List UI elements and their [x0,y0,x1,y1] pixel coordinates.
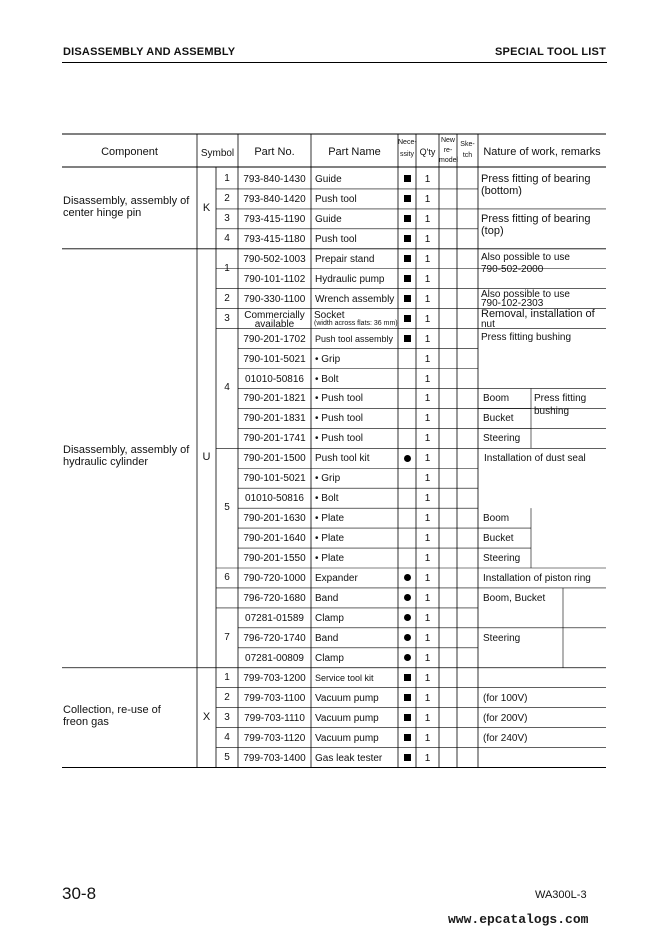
part-name: Expander [315,573,358,584]
column-header-symbol: Symbol [200,148,235,159]
quantity: 1 [424,592,431,604]
symbol-code: X [202,710,211,723]
part-name: Clamp [315,652,344,664]
column-header-part-name: Part Name [328,146,381,158]
column-header-new-remodel: New [440,137,455,144]
remark-text: Removal, installation of [481,307,595,320]
quantity: 1 [424,612,431,624]
quantity: 1 [424,732,431,744]
list-title: SPECIAL TOOL LIST [495,46,606,58]
remark-text: nut [481,318,495,330]
item-number: 1 [224,671,230,683]
remark-text: (bottom) [481,185,522,197]
item-number: 5 [224,751,230,763]
necessity-dot-icon [404,654,411,661]
part-number: 790-101-5021 [243,353,306,365]
item-number: 4 [224,382,230,394]
quantity: 1 [424,473,431,485]
item-number: 3 [224,212,230,224]
necessity-dot-icon [404,634,411,641]
necessity-square-icon [404,255,411,262]
component-name: center hinge pin [63,206,142,219]
remark-text: Also possible to use [481,288,570,300]
item-number: 2 [224,292,230,304]
remark-text: Steering [483,632,521,644]
remark-text: Press fitting [534,393,587,405]
part-number: 790-201-1821 [243,393,306,405]
part-number: 793-840-1420 [243,193,306,205]
quantity: 1 [424,712,431,724]
necessity-square-icon [404,275,411,282]
necessity-square-icon [404,694,411,701]
necessity-square-icon [404,315,411,322]
part-number: 07281-00809 [245,652,304,664]
part-name: • Grip [315,473,341,485]
item-number: 6 [224,571,230,583]
remark-text: Bucket [483,533,514,545]
part-name: Push tool assembly [315,333,394,344]
part-name: • Grip [315,353,341,365]
quantity: 1 [424,533,431,545]
quantity: 1 [424,573,431,584]
quantity: 1 [424,333,431,345]
part-number: 790-330-1100 [243,293,306,305]
part-number: 790-502-1003 [243,253,306,265]
part-name: Socket [314,309,345,321]
remark-text: (top) [481,224,504,237]
remark-text: bushing [534,406,570,418]
necessity-square-icon [404,235,411,242]
quantity: 1 [424,313,431,325]
necessity-dot-icon [404,455,411,462]
part-name: (width across flats: 36 mm) [314,319,398,327]
item-number: 2 [224,691,230,703]
remark-text: Bucket [483,413,514,425]
part-name: Guide [315,174,342,185]
section-title: DISASSEMBLY AND ASSEMBLY [63,46,236,58]
column-header-component: Component [101,146,158,158]
quantity: 1 [424,273,431,285]
part-number: 790-201-1550 [243,553,306,565]
item-number: 3 [224,711,230,723]
part-number: 799-703-1100 [243,692,306,704]
quantity: 1 [424,692,431,704]
part-number: 07281-01589 [245,612,304,624]
part-number: 799-703-1110 [244,712,305,724]
part-name: Wrench assembly [315,293,395,305]
necessity-square-icon [404,714,411,721]
part-number: Commercially [244,309,305,321]
item-number: 4 [224,731,230,743]
part-number: 796-720-1680 [243,592,306,604]
part-number: 01010-50816 [245,493,304,505]
part-number: 790-201-1630 [243,513,306,525]
part-number: 790-201-1741 [243,433,306,445]
component-name: Disassembly, assembly of [63,194,190,207]
necessity-square-icon [404,215,411,222]
part-name: Band [315,592,339,604]
part-name: Push tool [315,233,357,245]
quantity: 1 [424,433,431,445]
part-name: Push tool kit [315,453,370,465]
remark-text: 790-502-2000 [481,263,544,275]
part-name: Guide [315,213,342,225]
part-name: • Bolt [315,373,339,385]
part-name: Hydraulic pump [315,273,385,285]
part-number: 796-720-1740 [243,632,306,644]
remark-text: Steering [483,433,521,445]
necessity-square-icon [404,754,411,761]
part-name: Push tool [315,193,357,205]
remark-text: (for 200V) [483,712,528,724]
remark-text: Boom [483,513,510,525]
necessity-square-icon [404,674,411,681]
remark-text: Press fitting bushing [481,331,572,343]
component-name: Collection, re-use of [63,703,161,716]
part-name: Vacuum pump [315,692,379,704]
part-number: 793-840-1430 [243,174,306,185]
item-number: 5 [224,502,230,514]
watermark-url: www.epcatalogs.com [448,912,589,927]
necessity-dot-icon [404,594,411,601]
remark-text: Boom, Bucket [483,592,546,604]
remark-text: (for 100V) [483,692,528,704]
necessity-square-icon [404,175,411,182]
part-number: 799-703-1400 [243,752,306,764]
model-number: WA300L-3 [535,889,587,901]
part-number: 793-415-1190 [243,213,306,225]
quantity: 1 [424,513,431,525]
remark-text: Press fitting of bearing [481,212,591,225]
part-name: Gas leak tester [315,752,383,764]
quantity: 1 [424,632,431,644]
column-header-necessity: ssity [400,151,414,158]
part-name: • Push tool [315,433,363,445]
remark-text: 790-102-2303 [481,297,544,309]
remark-text: (for 240V) [483,732,528,744]
necessity-square-icon [404,734,411,741]
quantity: 1 [424,553,431,565]
column-header-remarks: Nature of work, remarks [483,146,601,158]
quantity: 1 [424,373,431,385]
quantity: 1 [424,413,431,425]
remark-text: Installation of dust seal [484,453,586,465]
part-name: Band [315,632,339,644]
part-name: Vacuum pump [315,732,379,744]
quantity: 1 [424,493,431,505]
quantity: 1 [424,453,431,465]
quantity: 1 [424,213,431,225]
part-number: 799-703-1200 [243,672,306,684]
part-number: 790-201-1640 [243,533,306,545]
quantity: 1 [424,752,431,764]
quantity: 1 [424,174,431,185]
remark-text: Boom [483,393,510,405]
remark-text: Also possible to use [481,251,570,263]
item-number: 1 [224,262,230,274]
part-number: available [254,318,295,330]
part-number: 790-101-1102 [243,273,306,285]
part-number: 790-101-5021 [243,473,306,485]
part-name: • Push tool [315,413,363,425]
part-name: Vacuum pump [315,712,379,724]
quantity: 1 [424,193,431,205]
quantity: 1 [424,353,431,365]
part-number: 790-201-1702 [243,333,306,345]
quantity: 1 [424,652,431,664]
part-name: • Plate [315,553,345,565]
component-name: freon gas [63,715,109,728]
column-header-part-no: Part No. [254,146,295,158]
column-header-new-remodel: re- [443,147,453,154]
quantity: 1 [424,672,431,684]
necessity-square-icon [404,195,411,202]
part-name: Prepair stand [315,253,375,265]
part-number: 01010-50816 [245,373,304,385]
necessity-dot-icon [404,614,411,621]
quantity: 1 [424,253,431,265]
column-header-necessity: Nece- [398,139,417,146]
quantity: 1 [424,293,431,305]
column-header-new-remodel: model [439,157,459,164]
part-number: 790-201-1831 [243,413,306,425]
symbol-code: K [202,201,211,214]
part-name: • Plate [315,513,345,525]
component-name: Disassembly, assembly of [63,444,190,457]
part-number: 799-703-1120 [243,732,306,744]
remark-text: Press fitting of bearing [481,173,591,185]
symbol-code: U [202,451,211,464]
part-name: Clamp [315,612,344,624]
part-number: 793-415-1180 [243,233,306,245]
part-name: • Push tool [315,393,363,405]
part-name: • Plate [315,533,345,545]
necessity-square-icon [404,335,411,342]
item-number: 3 [224,312,230,324]
remark-text: Steering [483,553,521,565]
quantity: 1 [424,233,431,245]
part-name: • Bolt [315,493,339,505]
item-number: 4 [224,232,230,244]
remark-text: Installation of piston ring [483,573,591,584]
column-header-qty: Q'ty [419,147,436,157]
item-number: 2 [224,192,230,204]
part-name: Service tool kit [315,672,374,683]
item-number: 7 [224,631,230,643]
component-name: hydraulic cylinder [63,456,148,469]
column-header-sketch: tch [462,152,473,159]
necessity-square-icon [404,295,411,302]
quantity: 1 [424,393,431,405]
part-number: 790-201-1500 [243,453,306,465]
column-header-sketch: Ske- [460,141,475,148]
item-number: 1 [224,172,230,184]
part-number: 790-720-1000 [243,573,306,584]
page-number: 30-8 [62,884,97,903]
